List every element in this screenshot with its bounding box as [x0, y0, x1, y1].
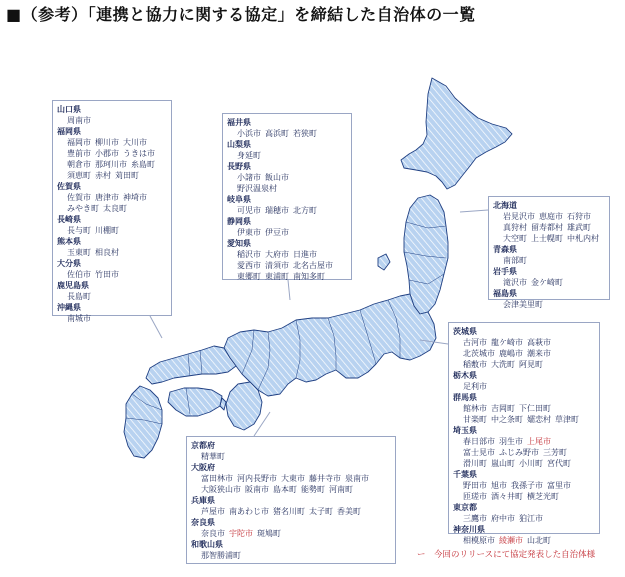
municipality-name: 泉南市	[345, 474, 369, 483]
municipality-line	[453, 359, 595, 370]
municipality-line	[227, 205, 347, 216]
municipality-name: 富里市	[547, 481, 571, 490]
prefecture-name: 長野県	[227, 162, 251, 171]
prefecture-name: 山梨県	[227, 140, 251, 149]
municipality-name: 苅田町	[115, 171, 139, 180]
municipality-name: 東郷町	[237, 272, 261, 281]
municipality-name: 匝瑳市	[463, 492, 487, 501]
municipality-line	[191, 550, 391, 561]
municipality-name: 太子町	[309, 507, 333, 516]
municipality-name: 稲敷市	[463, 360, 487, 369]
municipality-name: 上尾市	[527, 437, 551, 446]
prefecture-name: 山口県	[57, 105, 81, 114]
municipality-name: 恵庭市	[539, 212, 563, 221]
municipality-name: 相模原市	[463, 536, 495, 545]
municipality-line	[57, 269, 167, 280]
municipality-name: 神埼市	[123, 193, 147, 202]
sado-shape	[378, 254, 390, 270]
municipality-name: 豊前市	[67, 149, 91, 158]
municipality-name: 清須市	[265, 261, 289, 270]
municipality-line	[453, 491, 595, 502]
municipality-name: 唐津市	[95, 193, 119, 202]
municipality-name: 阿見町	[519, 360, 543, 369]
prefecture-name: 福島県	[493, 289, 517, 298]
municipality-name: 猪名川町	[273, 507, 305, 516]
municipality-name: 那珂川市	[95, 160, 127, 169]
municipality-line	[191, 484, 391, 495]
municipality-name: 小郡市	[95, 149, 119, 158]
municipality-line	[57, 313, 167, 324]
municipality-name: 川棚町	[95, 226, 119, 235]
municipality-name: 横芝光町	[527, 492, 559, 501]
municipality-name: 足利市	[463, 382, 487, 391]
municipality-name: うきは市	[123, 149, 155, 158]
municipality-name: 嵐山町	[491, 459, 515, 468]
municipality-name: 三鷹市	[463, 514, 487, 523]
municipality-name: 中札内村	[567, 234, 599, 243]
region-box-kanto	[448, 322, 600, 545]
municipality-name: 大洗町	[491, 360, 515, 369]
municipality-name: 佐賀市	[67, 193, 91, 202]
municipality-name: 大川市	[123, 138, 147, 147]
municipality-name: 龍ケ崎市	[491, 338, 523, 347]
prefecture-name: 大阪府	[191, 463, 215, 472]
prefecture-name: 群馬県	[453, 393, 477, 402]
prefecture-name: 愛知県	[227, 239, 251, 248]
municipality-line	[453, 458, 595, 469]
municipality-name: 伊豆市	[265, 228, 289, 237]
municipality-name: 北名古屋市	[293, 261, 333, 270]
kyushu-shape	[124, 386, 162, 458]
prefecture-name: 沖縄県	[57, 303, 81, 312]
municipality-name: 藤井寺市	[309, 474, 341, 483]
municipality-name: 富田林市	[201, 474, 233, 483]
region-box-tohoku	[488, 196, 610, 309]
municipality-name: 宮代町	[547, 459, 571, 468]
municipality-name: 野沢温泉村	[237, 184, 277, 193]
municipality-name: 稲沢市	[237, 250, 261, 259]
municipality-name: 旭市	[491, 481, 507, 490]
municipality-line	[191, 451, 391, 462]
municipality-name: 島本町	[273, 485, 297, 494]
municipality-name: 若狭町	[293, 129, 317, 138]
region-box-chubu	[222, 113, 352, 280]
municipality-name: 大阪狭山市	[201, 485, 241, 494]
municipality-name: 朝倉市	[67, 160, 91, 169]
municipality-name: 北茨城市	[463, 349, 495, 358]
municipality-name: 宇陀市	[229, 529, 253, 538]
municipality-name: 飯山市	[265, 173, 289, 182]
municipality-line	[453, 348, 595, 359]
municipality-line	[57, 291, 167, 302]
municipality-name: 精華町	[201, 452, 225, 461]
municipality-line	[227, 172, 347, 183]
municipality-name: 南部町	[503, 256, 527, 265]
region-box-kyushu	[52, 100, 172, 323]
municipality-line	[57, 192, 167, 203]
municipality-name: 滑川町	[463, 459, 487, 468]
municipality-name: 鹿嶋市	[499, 349, 523, 358]
municipality-line	[57, 115, 167, 126]
municipality-name: 金ケ崎町	[531, 278, 563, 287]
municipality-name: 大空町	[503, 234, 527, 243]
municipality-line	[493, 255, 605, 266]
municipality-name: 我孫子市	[511, 481, 543, 490]
municipality-line	[453, 447, 595, 458]
municipality-name: 富士見市	[463, 448, 495, 457]
kansai-shape	[226, 382, 262, 430]
municipality-name: 真狩村	[503, 223, 527, 232]
municipality-name: 高浜町	[265, 129, 289, 138]
municipality-name: 愛西市	[237, 261, 261, 270]
region-box-kansai	[186, 436, 396, 564]
municipality-name: 吉岡町	[491, 404, 515, 413]
municipality-name: 雄武町	[567, 223, 591, 232]
prefecture-name: 茨城県	[453, 327, 477, 336]
municipality-name: 山北町	[527, 536, 551, 545]
prefecture-name: 鹿児島県	[57, 281, 89, 290]
prefecture-name: 佐賀県	[57, 182, 81, 191]
prefecture-name: 静岡県	[227, 217, 251, 226]
municipality-name: ふじみ野市	[499, 448, 539, 457]
municipality-name: 小浜市	[237, 129, 261, 138]
prefecture-name: 奈良県	[191, 518, 215, 527]
municipality-name: 古河市	[463, 338, 487, 347]
municipality-name: 野田市	[463, 481, 487, 490]
shikoku-shape	[168, 388, 222, 416]
prefecture-name: 長崎県	[57, 215, 81, 224]
municipality-name: 南城市	[67, 314, 91, 323]
municipality-name: 相良村	[95, 248, 119, 257]
municipality-name: 那智勝浦町	[201, 551, 241, 560]
municipality-name: 能勢町	[301, 485, 325, 494]
municipality-name: 春日部市	[463, 437, 495, 446]
municipality-name: 玉東町	[67, 248, 91, 257]
municipality-name: 高萩市	[527, 338, 551, 347]
municipality-name: 潮来市	[527, 349, 551, 358]
page-title: ■（参考）「連携と協力に関する協定」を締結した自治体の一覧	[6, 5, 476, 24]
prefecture-name: 熊本県	[57, 237, 81, 246]
municipality-name: 嬬恋村	[527, 415, 551, 424]
municipality-name: 酒々井町	[491, 492, 523, 501]
municipality-name: 太良町	[103, 204, 127, 213]
municipality-name: 可児市	[237, 206, 261, 215]
municipality-line	[227, 150, 347, 161]
prefecture-name: 福岡県	[57, 127, 81, 136]
municipality-line	[453, 513, 595, 524]
municipality-line	[493, 299, 605, 310]
legend-note: ー 今回のリリースにて協定発表した自治体様	[417, 550, 596, 560]
prefecture-name: 千葉県	[453, 470, 477, 479]
municipality-name: 北方町	[293, 206, 317, 215]
municipality-line	[453, 480, 595, 491]
prefecture-name: 京都府	[191, 441, 215, 450]
municipality-line	[227, 271, 347, 282]
municipality-name: 館林市	[463, 404, 487, 413]
municipality-name: 伊東市	[237, 228, 261, 237]
municipality-line	[191, 528, 391, 539]
prefecture-name: 兵庫県	[191, 496, 215, 505]
municipality-line	[57, 203, 167, 214]
municipality-name: みやき町	[67, 204, 99, 213]
municipality-name: 長与町	[67, 226, 91, 235]
municipality-name: 斑鳩町	[257, 529, 281, 538]
municipality-line	[227, 260, 347, 271]
prefecture-name: 福井県	[227, 118, 251, 127]
municipality-line	[493, 222, 605, 233]
municipality-line	[191, 473, 391, 484]
municipality-line	[57, 159, 167, 170]
prefecture-name: 大分県	[57, 259, 81, 268]
prefecture-name: 青森県	[493, 245, 517, 254]
municipality-name: 南知多町	[293, 272, 325, 281]
municipality-name: 奈良市	[201, 529, 225, 538]
municipality-name: 赤村	[95, 171, 111, 180]
prefecture-name: 東京都	[453, 503, 477, 512]
municipality-name: 竹田市	[95, 270, 119, 279]
municipality-name: 南あわじ市	[229, 507, 269, 516]
prefecture-name: 神奈川県	[453, 525, 485, 534]
municipality-name: 下仁田町	[519, 404, 551, 413]
municipality-name: 府中市	[491, 514, 515, 523]
municipality-line	[57, 225, 167, 236]
municipality-name: 三芳町	[543, 448, 567, 457]
prefecture-name: 北海道	[493, 201, 517, 210]
municipality-line	[453, 436, 595, 447]
municipality-name: 柳川市	[95, 138, 119, 147]
municipality-name: 小川町	[519, 459, 543, 468]
municipality-name: 東浦町	[265, 272, 289, 281]
municipality-line	[453, 535, 595, 546]
municipality-name: 大東市	[281, 474, 305, 483]
prefecture-name: 埼玉県	[453, 426, 477, 435]
municipality-line	[453, 403, 595, 414]
municipality-name: 上士幌町	[531, 234, 563, 243]
hokkaido-shape	[401, 78, 512, 189]
municipality-name: 福岡市	[67, 138, 91, 147]
prefecture-name: 岩手県	[493, 267, 517, 276]
prefecture-name: 岐阜県	[227, 195, 251, 204]
municipality-line	[453, 381, 595, 392]
municipality-name: 綾瀬市	[499, 536, 523, 545]
municipality-line	[493, 233, 605, 244]
municipality-line	[227, 249, 347, 260]
honshu-central-shape	[224, 294, 436, 396]
prefecture-name: 和歌山県	[191, 540, 223, 549]
municipality-name: 羽生市	[499, 437, 523, 446]
municipality-name: 周南市	[67, 116, 91, 125]
municipality-line	[493, 277, 605, 288]
municipality-name: 長島町	[67, 292, 91, 301]
municipality-name: 糸島町	[131, 160, 155, 169]
municipality-name: 佐伯市	[67, 270, 91, 279]
municipality-line	[57, 148, 167, 159]
municipality-name: 甘楽町	[463, 415, 487, 424]
municipality-line	[227, 227, 347, 238]
municipality-line	[493, 211, 605, 222]
municipality-name: 中之条町	[491, 415, 523, 424]
municipality-line	[57, 170, 167, 181]
municipality-name: 須恵町	[67, 171, 91, 180]
municipality-name: 石狩市	[567, 212, 591, 221]
municipality-line	[191, 506, 391, 517]
municipality-name: 河内長野市	[237, 474, 277, 483]
municipality-name: 滝沢市	[503, 278, 527, 287]
municipality-name: 会津美里町	[503, 300, 543, 309]
municipality-name: 身延町	[237, 151, 261, 160]
municipality-name: 瑞穂市	[265, 206, 289, 215]
municipality-name: 小諸市	[237, 173, 261, 182]
municipality-name: 芦屋市	[201, 507, 225, 516]
municipality-line	[57, 247, 167, 258]
municipality-name: 日進市	[293, 250, 317, 259]
municipality-line	[453, 414, 595, 425]
municipality-name: 留寿都村	[531, 223, 563, 232]
prefecture-name: 栃木県	[453, 371, 477, 380]
municipality-line	[453, 337, 595, 348]
municipality-name: 河南町	[329, 485, 353, 494]
municipality-name: 狛江市	[519, 514, 543, 523]
municipality-name: 阪南市	[245, 485, 269, 494]
municipality-line	[227, 183, 347, 194]
municipality-name: 岩見沢市	[503, 212, 535, 221]
municipality-name: 大府市	[265, 250, 289, 259]
municipality-line	[227, 128, 347, 139]
municipality-name: 香美町	[337, 507, 361, 516]
chugoku-shape	[146, 346, 236, 384]
municipality-name: 草津町	[555, 415, 579, 424]
municipality-line	[57, 137, 167, 148]
